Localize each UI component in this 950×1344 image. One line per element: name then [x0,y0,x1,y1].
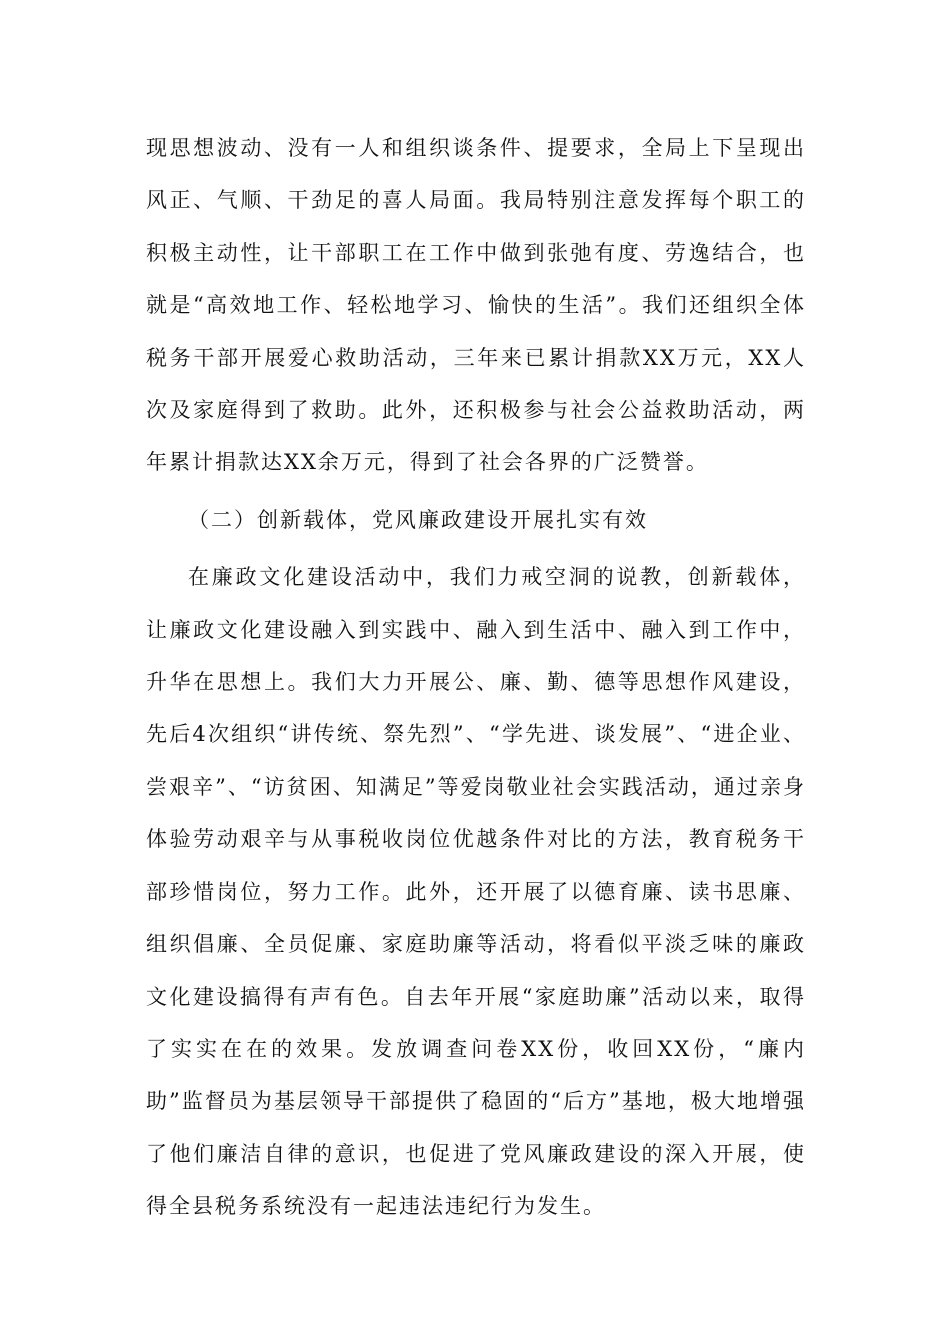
section-heading: （二）创新载体，党风廉政建设开展扎实有效 [188,507,648,532]
paragraph-body: 在廉政文化建设活动中，我们力戒空洞的说教，创新载体，让廉政文化建设融入到实践中、融入到生活中、融入到工作中，升华在思想上。我们大力开展公、廉、勤、德等思想作风建设，先后4次组织“讲传统、祭先烈”、“学先进、谈发展”、“进企业、尝艰辛”、“访贫困、知满足”等爱岗敬业社会实践活动，通过亲身体验劳动艰辛与从事税收岗位优越条件对比的方法，教育税务干部珍惜岗位，努力工作。此外，还开展了以德育廉、读书思廉、组织倡廉、全员促廉、家庭助廉等活动，将看似平淡乏味的廉政文化建设搞得有声有色。自去年开展“家庭助廉”活动以来，取得了实实在在的效果。发放调查问卷XX份，收回XX份，“廉内助”监督员为基层领导干部提供了稳固的“后方”基地，极大地增强了他们廉洁自律的意识，也促进了党风廉政建设的深入开展，使得全县税务系统没有一起违法违纪行为发生。 [146,565,806,1219]
document-body [146,122,806,1233]
paragraph-continuation: 现思想波动、没有一人和组织谈条件、提要求，全局上下呈现出风正、气顺、干劲足的喜人局面。我局特别注意发挥每个职工的积极主动性，让干部职工在工作中做到张弛有度、劳逸结合，也就是“高效地工作、轻松地学习、愉快的生活”。我们还组织全体税务干部开展爱心救助活动，三年来已累计捐款XX万元，XX人次及家庭得到了救助。此外，还积极参与社会公益救助活动，两年累计捐款达XX余万元，得到了社会各界的广泛赞誉。 [146,136,806,475]
